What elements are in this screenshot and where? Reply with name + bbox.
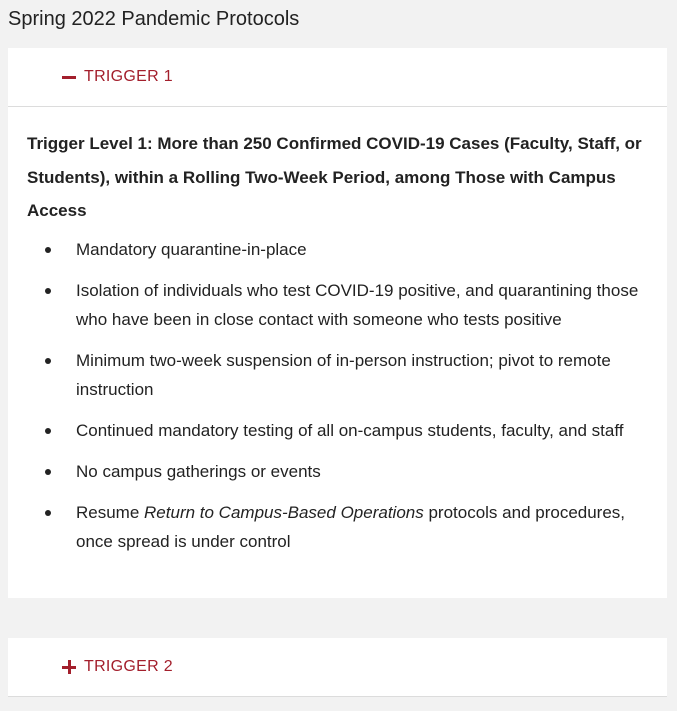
list-item-text-after: protocols and procedures, once spread is under control — [76, 502, 626, 551]
accordion-label-trigger-1: TRIGGER 1 — [84, 68, 173, 85]
list-item-text: No campus gatherings or events — [76, 461, 321, 481]
protocol-list — [27, 235, 648, 556]
list-item — [27, 457, 648, 486]
list-item — [27, 346, 648, 404]
list-item-text: Mandatory quarantine-in-place — [76, 239, 307, 259]
list-item — [27, 276, 648, 334]
divider — [8, 696, 667, 697]
accordion-panel-trigger-2 — [8, 638, 667, 697]
list-item-text-before: Resume — [76, 502, 145, 522]
list-item — [27, 498, 648, 556]
list-item — [27, 235, 648, 264]
bullet-icon — [45, 510, 51, 516]
accordion-header-trigger-2[interactable] — [8, 638, 667, 696]
list-item-emphasis: Return to Campus-Based Operations — [144, 502, 424, 522]
bullet-icon — [45, 288, 51, 294]
accordion-label-trigger-2: TRIGGER 2 — [84, 658, 173, 675]
list-item-text: Continued mandatory testing of all on-campus students, faculty, and staff — [76, 420, 624, 440]
trigger-level-heading: Trigger Level 1: More than 250 Confirmed COVID-19 Cases (Faculty, Staff, or Students), within a Rolling Two-Week Period, among Those with Campus Access — [27, 134, 642, 220]
accordion-header-trigger-1[interactable] — [8, 48, 667, 106]
accordion-body-trigger-1 — [8, 107, 667, 598]
list-item-text: Isolation of individuals who test COVID-19 positive, and quarantining those who have been in close contact with someone who tests positive — [76, 280, 639, 329]
list-item-text — [76, 503, 625, 551]
plus-icon — [62, 660, 76, 674]
bullet-icon — [45, 247, 51, 253]
bullet-icon — [45, 428, 51, 434]
list-item — [27, 416, 648, 445]
minus-icon — [62, 70, 76, 84]
bullet-icon — [45, 469, 51, 475]
list-item-text: Minimum two-week suspension of in-person instruction; pivot to remote instruction — [76, 350, 611, 399]
page-title: Spring 2022 Pandemic Protocols — [8, 8, 300, 30]
accordion-panel-trigger-1 — [8, 48, 667, 598]
bullet-icon — [45, 358, 51, 364]
